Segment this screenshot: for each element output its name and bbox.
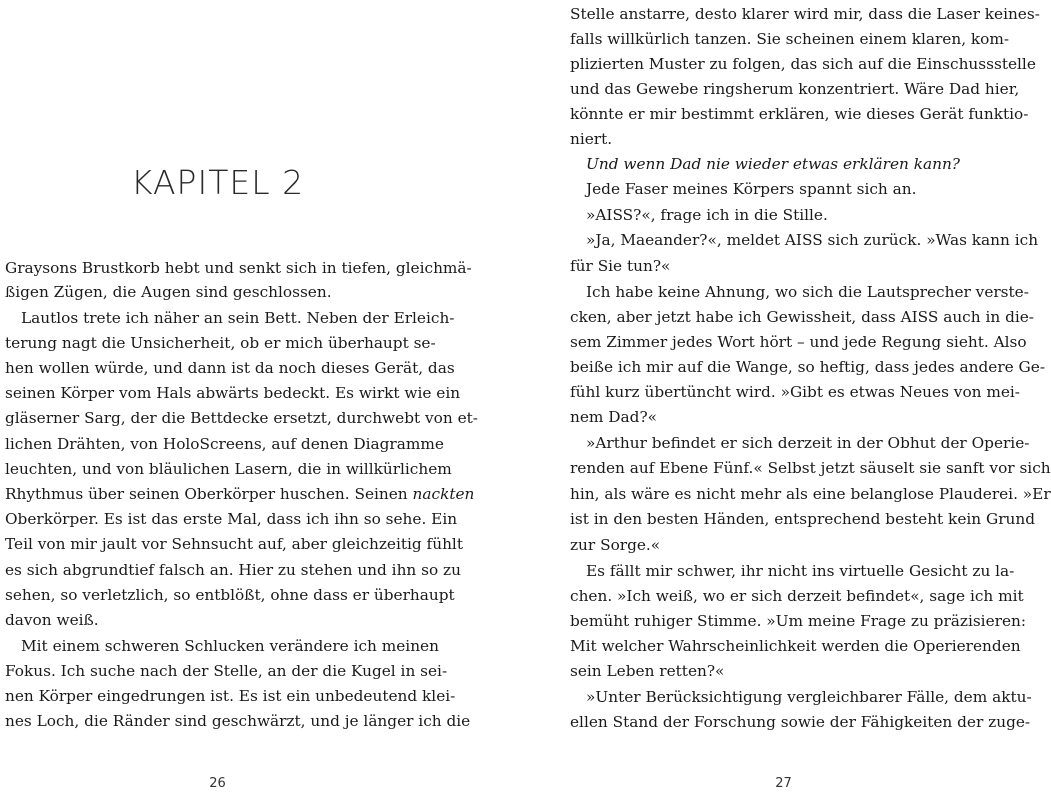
right-page (570, 0, 1051, 800)
text-line: Fokus. Ich suche nach der Stelle, an der die Kugel in sei- (5, 662, 448, 680)
text-line: fühl kurz übertüncht wird. »Gibt es etwas Neues von mei- (570, 383, 1020, 401)
text-line: sem Zimmer jedes Wort hört – und jede Regung sieht. Also (570, 333, 1027, 351)
text-line: Es fällt mir schwer, ihr nicht ins virtuelle Gesicht zu la- (586, 562, 1015, 580)
text-line: Mit welcher Wahrscheinlichkeit werden die Operierenden (570, 637, 1021, 655)
text-line: plizierten Muster zu folgen, das sich auf die Einschussstelle (570, 55, 1036, 73)
text-line: terung nagt die Unsicherheit, ob er mich überhaupt se- (5, 334, 436, 352)
text-line: bemüht ruhiger Stimme. »Um meine Frage zu präzisieren: (570, 612, 1027, 630)
page-number: 27 (775, 776, 792, 791)
text-line: ist in den besten Händen, entsprechend besteht kein Grund (570, 510, 1036, 528)
text-line: Mit einem schweren Schlucken verändere ich meinen (21, 637, 439, 655)
text-line: nes Loch, die Ränder sind geschwärzt, und je länger ich die (5, 712, 471, 730)
text-line: »AISS?«, frage ich in die Stille. (586, 206, 828, 224)
text-line: leuchten, und von bläulichen Lasern, die in willkürlichem (5, 460, 452, 478)
text-line: chen. »Ich weiß, wo er sich derzeit befindet«, sage ich mit (570, 587, 1024, 605)
chapter-title: KAPITEL 2 (130, 163, 305, 202)
text-line: Stelle anstarre, desto klarer wird mir, dass die Laser keines- (570, 5, 1040, 23)
text-line: nem Dad?« (570, 408, 658, 426)
emphasis-word: nackten (412, 485, 475, 503)
text-line: nen Körper eingedrungen ist. Es ist ein unbedeutend klei- (5, 687, 456, 705)
text-segment: Rhythmus über seinen Oberkörper huschen. Seinen (5, 485, 408, 503)
text-line-with-emphasis (5, 482, 475, 506)
text-line: »Unter Berücksichtigung vergleichbarer Fälle, dem aktu- (586, 688, 1032, 706)
text-line: hin, als wäre es nicht mehr als eine belanglose Plauderei. »Er (570, 485, 1051, 503)
text-line: zur Sorge.« (570, 536, 661, 554)
text-line: ellen Stand der Forschung sowie der Fähigkeiten der zuge- (570, 713, 1031, 731)
text-line: seinen Körper vom Hals abwärts bedeckt. Es wirkt wie ein (5, 384, 461, 402)
text-line: sein Leben retten?« (570, 662, 725, 680)
text-line-italic: Und wenn Dad nie wieder etwas erklären kann? (586, 155, 961, 173)
text-line: renden auf Ebene Fünf.« Selbst jetzt säuselt sie sanft vor sich (570, 459, 1051, 477)
text-line: »Arthur befindet er sich derzeit in der Obhut der Operie- (586, 434, 1030, 452)
text-line: Oberkörper. Es ist das erste Mal, dass ich ihn so sehe. Ein (5, 510, 458, 528)
text-line: »Ja, Maeander?«, meldet AISS sich zurück. »Was kann ich (586, 231, 1039, 249)
text-line: Ich habe keine Ahnung, wo sich die Lautsprecher verste- (586, 283, 1029, 301)
text-line: es sich abgrundtief falsch an. Hier zu stehen und ihn so zu (5, 561, 461, 579)
text-line: für Sie tun?« (570, 257, 671, 275)
page-number: 26 (209, 776, 226, 791)
text-line: ßigen Zügen, die Augen sind geschlossen. (5, 283, 332, 301)
text-line: sehen, so verletzlich, so entblößt, ohne dass er überhaupt (5, 586, 455, 604)
text-line: Lautlos trete ich näher an sein Bett. Neben der Erleich- (21, 309, 455, 327)
text-line: falls willkürlich tanzen. Sie scheinen einem klaren, kom- (570, 30, 1010, 48)
text-line: hen wollen würde, und dann ist da noch dieses Gerät, das (5, 359, 455, 377)
left-page (5, 0, 478, 800)
text-line: Jede Faser meines Körpers spannt sich an. (586, 180, 917, 198)
text-line: Graysons Brustkorb hebt und senkt sich in tiefen, gleichmä- (5, 259, 472, 277)
text-line: könnte er mir bestimmt erklären, wie dieses Gerät funktio- (570, 105, 1029, 123)
text-line: Teil von mir jault vor Sehnsucht auf, aber gleichzeitig fühlt (5, 535, 463, 553)
text-line: beiße ich mir auf die Wange, so heftig, dass jedes andere Ge- (570, 358, 1046, 376)
text-line: niert. (570, 130, 613, 148)
text-line: davon weiß. (5, 611, 99, 629)
text-line: gläserner Sarg, der die Bettdecke ersetzt, durchwebt von et- (5, 409, 478, 427)
text-line: lichen Drähten, von HoloScreens, auf denen Diagramme (5, 435, 444, 453)
text-line: cken, aber jetzt habe ich Gewissheit, dass AISS auch in die- (570, 308, 1034, 326)
text-line: und das Gewebe ringsherum konzentriert. Wäre Dad hier, (570, 80, 1020, 98)
